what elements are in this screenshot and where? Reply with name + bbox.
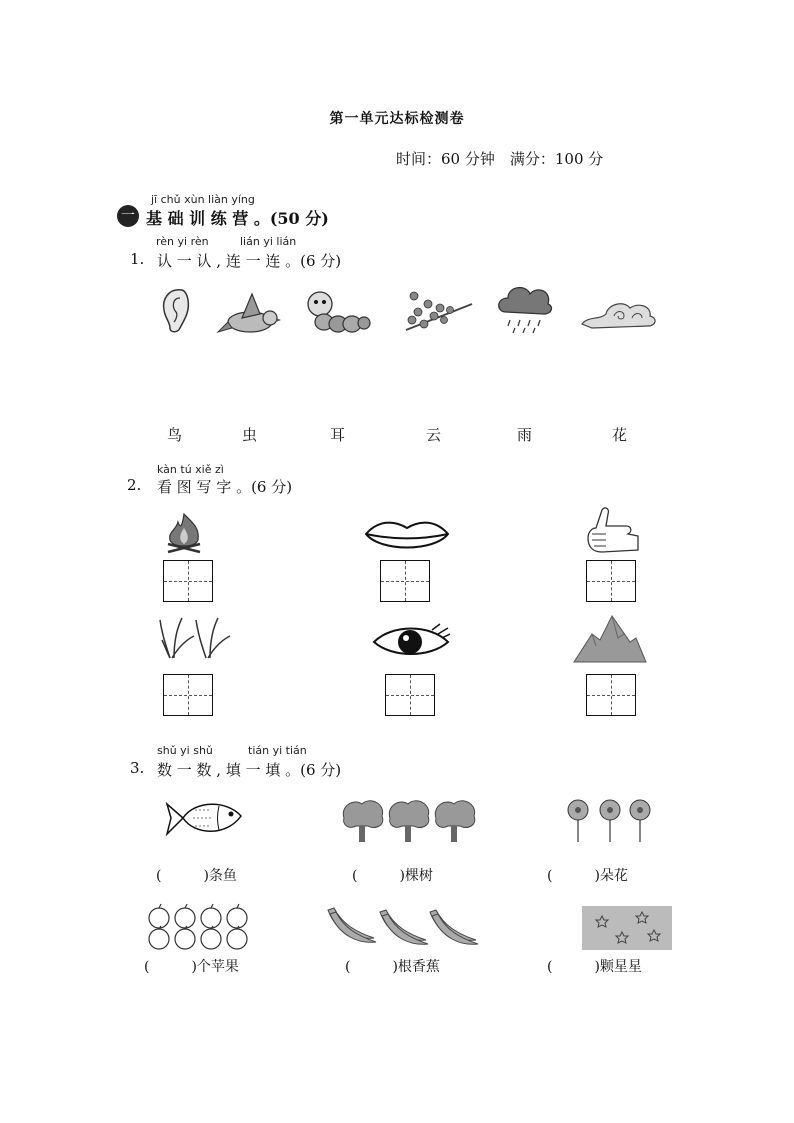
answer-apples[interactable]: ( )个苹果	[144, 959, 239, 975]
word-rain[interactable]: 雨	[517, 426, 533, 444]
flowers-icon[interactable]	[566, 798, 654, 842]
write-box-mouth[interactable]	[380, 560, 430, 602]
hand-icon[interactable]	[582, 506, 640, 556]
time-and-score: 时间：60 分钟 满分：100 分	[396, 150, 604, 168]
fish-icon[interactable]	[165, 796, 245, 842]
answer-fish[interactable]: ( )条鱼	[156, 868, 237, 884]
grass-icon[interactable]	[160, 616, 232, 660]
eye-icon[interactable]	[372, 622, 450, 660]
stars-icon[interactable]	[582, 906, 672, 950]
trees-icon[interactable]	[340, 796, 476, 844]
q2-instruction: 看 图 写 字 。(6 分)	[157, 478, 293, 496]
caterpillar-icon[interactable]	[306, 290, 370, 334]
q2-pinyin: kàn tú xiě zì	[157, 463, 224, 476]
flower-branch-icon[interactable]	[404, 290, 474, 334]
answer-flowers[interactable]: ( )朵花	[547, 868, 628, 884]
page-title: 第一单元达标检测卷	[329, 111, 465, 127]
q3-number: 3.	[130, 759, 145, 777]
bananas-icon[interactable]	[326, 906, 486, 948]
write-box-grass[interactable]	[163, 674, 213, 716]
bird-icon[interactable]	[218, 292, 280, 338]
q1-pinyin-b: lián yi lián	[240, 235, 297, 248]
word-cloud[interactable]: 云	[426, 426, 442, 444]
q1-pinyin-a: rèn yi rèn	[156, 235, 209, 248]
word-bird[interactable]: 鸟	[167, 426, 183, 444]
answer-trees[interactable]: ( )棵树	[352, 868, 433, 884]
q3-pinyin-b: tián yi tián	[248, 744, 307, 757]
section-number-badge: 一	[117, 205, 139, 227]
q3-pinyin-a: shǔ yi shǔ	[157, 744, 213, 757]
q1-number: 1.	[130, 250, 145, 268]
mountain-icon[interactable]	[574, 616, 646, 662]
ear-icon[interactable]	[160, 286, 192, 334]
fire-icon[interactable]	[164, 512, 204, 554]
word-flower[interactable]: 花	[612, 426, 628, 444]
section-pinyin: jī chǔ xùn liàn yíng	[151, 193, 255, 206]
q3-instruction: 数 一 数 , 填 一 填 。(6 分)	[157, 761, 342, 779]
answer-stars[interactable]: ( )颗星星	[547, 959, 642, 975]
cloud-icon[interactable]	[578, 294, 660, 334]
write-box-eye[interactable]	[385, 674, 435, 716]
write-box-mountain[interactable]	[586, 674, 636, 716]
word-ear[interactable]: 耳	[330, 426, 346, 444]
write-box-hand[interactable]	[586, 560, 636, 602]
apples-icon[interactable]	[146, 906, 252, 950]
rain-cloud-icon[interactable]	[496, 282, 554, 334]
write-box-fire[interactable]	[163, 560, 213, 602]
q1-instruction: 认 一 认 , 连 一 连 。(6 分)	[157, 252, 342, 270]
mouth-icon[interactable]	[364, 518, 450, 554]
q2-number: 2.	[127, 476, 142, 494]
section-title: 基 础 训 练 营 。(50 分)	[146, 209, 329, 228]
word-insect[interactable]: 虫	[242, 426, 258, 444]
answer-bananas[interactable]: ( )根香蕉	[345, 959, 440, 975]
